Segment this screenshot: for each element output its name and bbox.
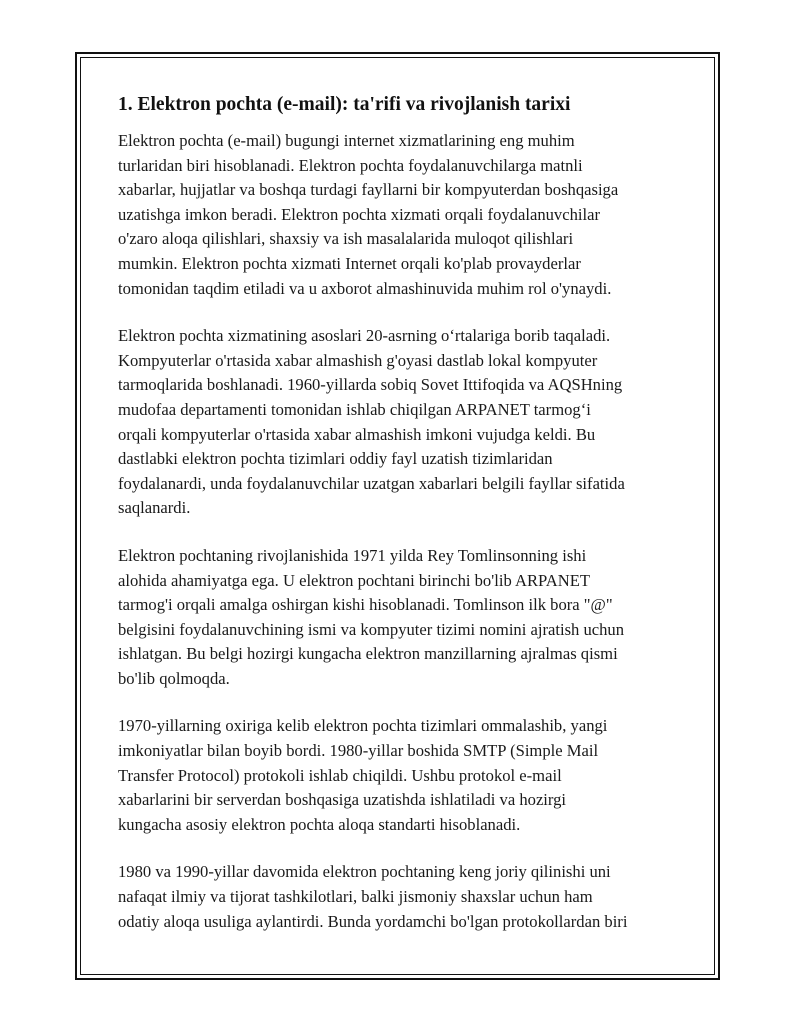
paragraph-smtp [118, 714, 698, 837]
text-line: Transfer Protocol) protokoli ishlab chiqildi. Ushbu protokol e-mail [118, 765, 562, 785]
text-line: 1970-yillarning oxiriga kelib elektron pochta tizimlari ommalashib, yangi [118, 716, 608, 736]
text-line: saqlanardi. [118, 498, 191, 518]
text-line: tarmog'i orqali amalga oshirgan kishi hisoblanadi. Tomlinson ilk bora "@" [118, 595, 613, 615]
text-line: imkoniyatlar bilan boyib bordi. 1980-yillar boshida SMTP (Simple Mail [118, 741, 599, 761]
text-line: 1980 va 1990-yillar davomida elektron pochtaning keng joriy qilinishi uni [118, 862, 611, 882]
text-line: xabarlar, hujjatlar va boshqa turdagi fayllarni bir kompyuterdan boshqasiga [118, 180, 619, 200]
text-line: turlaridan biri hisoblanadi. Elektron pochta foydalanuvchilarga matnli [118, 155, 583, 175]
text-line: mudofaa departamenti tomonidan ishlab chiqilgan ARPANET tarmog‘i [118, 399, 591, 419]
paragraph-definition [118, 129, 698, 301]
text-line: belgisini foydalanuvchining ismi va kompyuter tizimi nomini ajratish uchun [118, 619, 625, 639]
text-line: Elektron pochta (e-mail) bugungi internet xizmatlarining eng muhim [118, 131, 575, 150]
text-line: tomonidan taqdim etiladi va u axborot almashinuvida muhim rol o'ynaydi. [118, 278, 612, 298]
text-line: kungacha asosiy elektron pochta aloqa standarti hisoblanadi. [118, 814, 521, 834]
text-line: bo'lib qolmoqda. [118, 668, 230, 688]
text-line: dastlabki elektron pochta tizimlari oddiy fayl uzatish tizimlaridan [118, 449, 553, 469]
paragraph-adoption [118, 860, 698, 934]
text-line: mumkin. Elektron pochta xizmati Internet orqali ko'plab provayderlar [118, 253, 581, 273]
section-heading: 1. Elektron pochta (e-mail): ta'rifi va rivojlanish tarixi [118, 94, 571, 115]
text-line: orqali kompyuterlar o'rtasida xabar almashish imkoni vujudga keldi. Bu [118, 424, 596, 444]
text-line: tarmoqlarida boshlanadi. 1960-yillarda sobiq Sovet Ittifoqida va AQSHning [118, 375, 623, 395]
text-line: uzatishga imkon beradi. Elektron pochta xizmati orqali foydalanuvchilar [118, 204, 600, 224]
text-line: Elektron pochta xizmatining asoslari 20-asrning o‘rtalariga borib taqaladi. [118, 326, 611, 346]
text-line: odatiy aloqa usuliga aylantirdi. Bunda yordamchi bo'lgan protokollardan biri [118, 911, 628, 931]
paragraph-tomlinson [118, 544, 698, 692]
text-line: ishlatgan. Bu belgi hozirgi kungacha elektron manzillarning ajralmas qismi [118, 644, 618, 664]
document-body [118, 92, 698, 957]
paragraph-origins [118, 324, 698, 521]
text-line: o'zaro aloqa qilishlari, shaxsiy va ish masalalarida muloqot qilishlari [118, 229, 574, 249]
text-line: nafaqat ilmiy va tijorat tashkilotlari, balki jismoniy shaxslar uchun ham [118, 887, 593, 907]
text-line: foydalanardi, unda foydalanuvchilar uzatgan xabarlari belgili fayllar sifatida [118, 473, 625, 493]
text-line: alohida ahamiyatga ega. U elektron pochtani birinchi bo'lib ARPANET [118, 570, 590, 590]
text-line: Kompyuterlar o'rtasida xabar almashish g'oyasi dastlab lokal kompyuter [118, 350, 598, 370]
text-line: xabarlarini bir serverdan boshqasiga uzatishda ishlatiladi va hozirgi [118, 790, 567, 810]
text-line: Elektron pochtaning rivojlanishida 1971 yilda Rey Tomlinsonning ishi [118, 545, 587, 565]
